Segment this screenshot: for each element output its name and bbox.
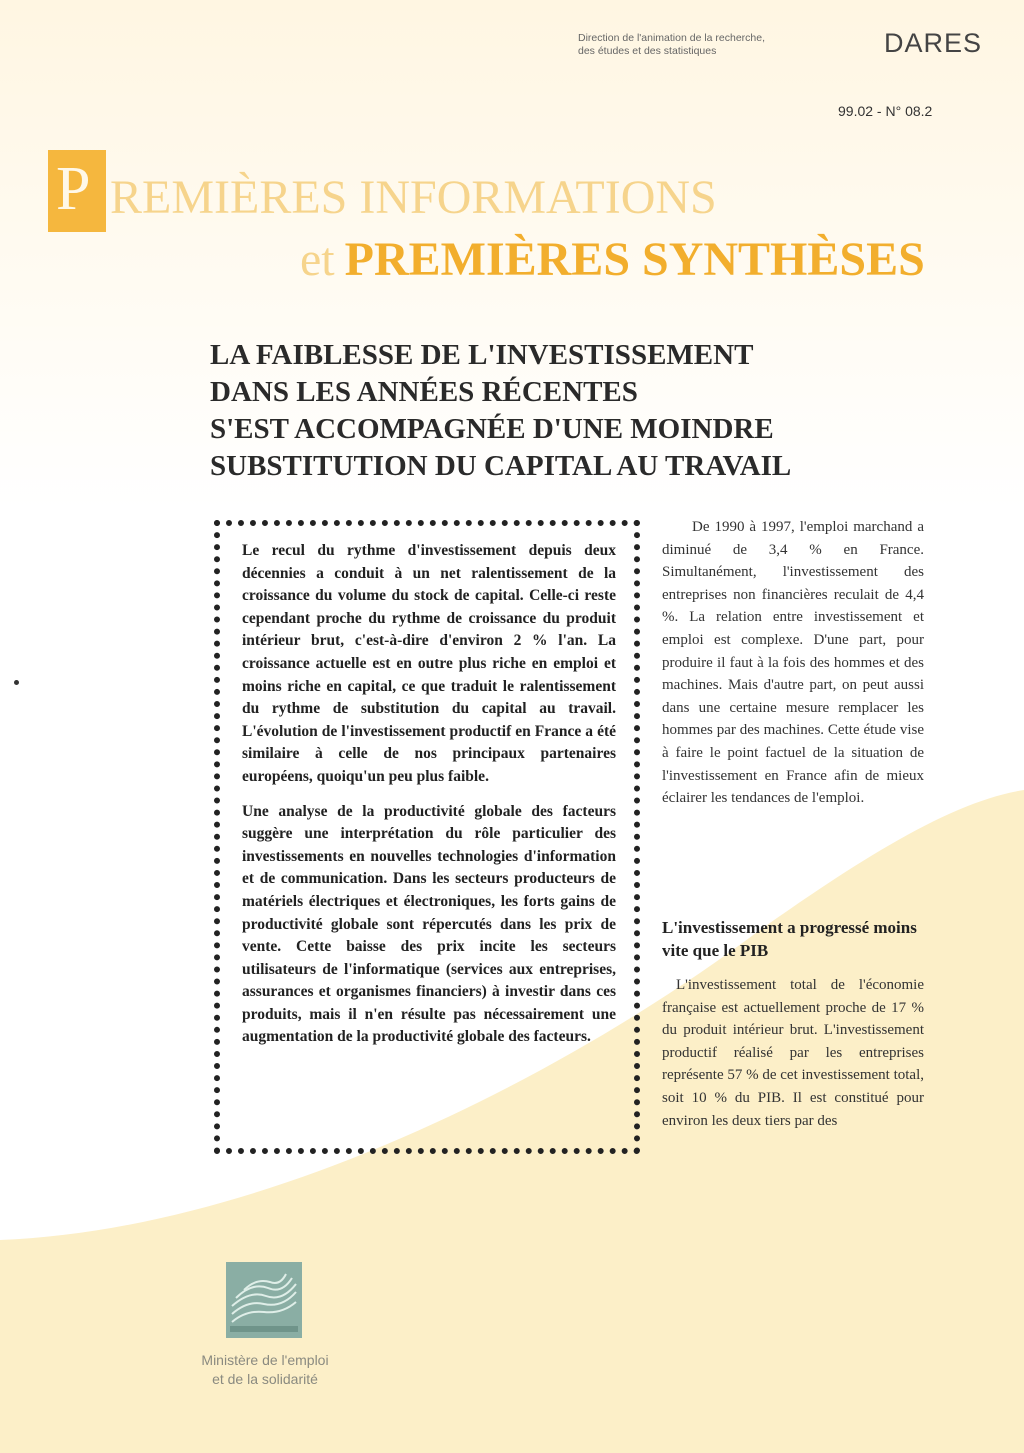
series-title-line2 [300,232,925,287]
series-initial: P [56,155,91,223]
series-et: et [300,233,335,286]
series-title-line1: REMIÈRES INFORMATIONS [110,171,717,224]
section-heading: L'investissement a progressé moins vite que le PIB [662,918,917,960]
title-line-3: S'EST ACCOMPAGNÉE D'UNE MOINDRE [210,413,774,445]
ministry-logo-icon [226,1262,302,1338]
org-line-2: des études et des statistiques [578,45,717,57]
issue-number: 99.02 - N° 08.2 [838,103,933,119]
article-title [210,337,930,485]
ministry-name [170,1351,360,1389]
ministry-line-1: Ministère de l'emploi [201,1352,329,1368]
intro-paragraph: De 1990 à 1997, l'emploi marchand a diminué de 3,4 % en France. Simultanément, l'investissement des entreprises non financières reculait de 4,4 %. La relation entre investissement et emploi est complexe. D'une part, pour produire il faut à la fois des hommes et des machines. Mais d'autre part, on peut aussi dans une certaine mesure remplacer les hommes par des machines. Cette étude vise à faire le point factuel de la situation de l'investissement en France afin de mieux éclairer les tendances de l'emploi. [662,519,924,807]
section-body [662,974,924,1132]
title-line-1: LA FAIBLESSE DE L'INVESTISSEMENT [210,339,754,371]
abstract-paragraph-2: Une analyse de la productivité globale des facteurs suggère une interprétation du rôle particulier des investissements en nouvelles technologies d'information et de communication. Dans les secteurs producteurs de matériels électriques et électroniques, les forts gains de productivité globale sont répercutés dans les prix de vente. Cette baisse des prix incite les secteurs utilisateurs de l'informatique (services aux entreprises, assurances et organismes financiers) à investir dans ces produits, mais il n'en résulte pas nécessairement une augmentation de la productivité globale des facteurs. [242,802,616,1046]
abstract-box [214,520,640,1154]
header-organization [578,32,838,58]
intro-column [662,516,924,810]
abstract-paragraph-1: Le recul du rythme d'investissement depuis deux décennies a conduit à un net ralentissement de la croissance du volume du stock de capital. Celle-ci reste cependant proche du rythme de croissance du produit intérieur brut, c'est-à-dire d'environ 2 % l'an. La croissance actuelle est en outre plus riche en emploi et moins riche en capital, ce que traduit le ralentissement du rythme de substitution du capital au travail. L'évolution de l'investissement productif en France a été similaire à celle de nos principaux partenaires européens, quoiqu'un peu plus faible. [242,542,616,785]
series-initial-box [48,150,106,232]
title-line-4: SUBSTITUTION DU CAPITAL AU TRAVAIL [210,450,792,482]
org-line-1: Direction de l'animation de la recherche, [578,32,766,44]
brand-dares: DARES [884,28,983,58]
section-paragraph: L'investissement total de l'économie française est actuellement proche de 17 % du produit intérieur brut. L'investissement productif réalisé par les entreprises représente 57 % de cet investissement total, soit 10 % du PIB. Il est constitué pour environ les deux tiers par des [662,977,924,1129]
margin-mark [14,680,19,685]
ministry-line-2: et de la solidarité [212,1371,318,1387]
title-line-2: DANS LES ANNÉES RÉCENTES [210,376,638,408]
series-syntheses: PREMIÈRES SYNTHÈSES [344,233,925,286]
